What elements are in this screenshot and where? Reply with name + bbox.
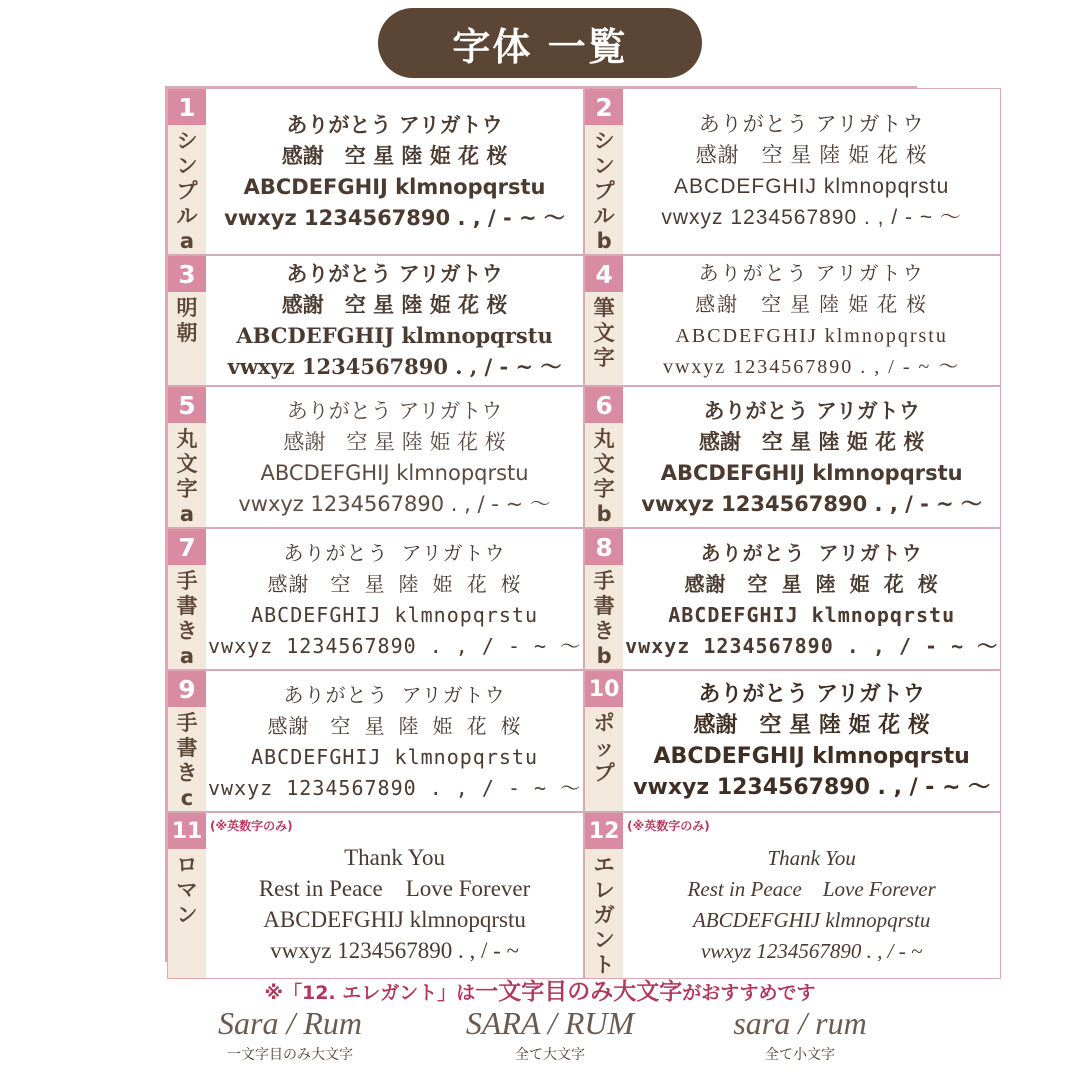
example-script: sara / rum bbox=[733, 1005, 867, 1041]
sample-line-kana: ありがとう アリガトウ bbox=[283, 682, 506, 707]
font-number: 6 bbox=[585, 387, 623, 423]
example-script: Sara / Rum bbox=[218, 1005, 362, 1041]
sample-line-thanks: Thank You bbox=[344, 845, 446, 870]
font-cell-12[interactable] bbox=[584, 812, 1001, 979]
font-number: 3 bbox=[168, 256, 206, 292]
font-side-label bbox=[168, 529, 206, 669]
sample-line-kana: ありがとう アリガトウ bbox=[698, 113, 925, 136]
sample-line-kana: ありがとう アリガトウ bbox=[703, 398, 920, 423]
font-number: 9 bbox=[168, 671, 206, 707]
sample-line-phrases: Rest in Peace Love Forever bbox=[258, 876, 531, 901]
sample-line-alpha: ABCDEFGHIJ klmnopqrstu bbox=[243, 175, 546, 199]
font-number: 4 bbox=[585, 256, 623, 292]
sample-line-kanji: 感謝 空 星 陸 姫 花 桜 bbox=[281, 144, 508, 168]
sample-line-kanji: 感謝 空 星 陸 姫 花 桜 bbox=[267, 713, 522, 738]
font-number: 7 bbox=[168, 529, 206, 565]
font-cell-9[interactable] bbox=[167, 670, 584, 812]
font-cell-2[interactable] bbox=[584, 88, 1001, 255]
font-number: 8 bbox=[585, 529, 623, 565]
font-cell-4[interactable] bbox=[584, 255, 1001, 386]
sample-line-kanji: 感謝 空 星 陸 姫 花 桜 bbox=[695, 294, 929, 316]
sample-line-thanks: Thank You bbox=[767, 846, 856, 870]
alphanumeric-only-note: (※英数字のみ) bbox=[627, 819, 710, 833]
font-side-label bbox=[585, 387, 623, 527]
font-number: 2 bbox=[585, 89, 623, 125]
font-name: 筆文字 bbox=[593, 296, 615, 370]
font-cell-7[interactable] bbox=[167, 528, 584, 670]
font-name: 丸文字b bbox=[593, 427, 615, 526]
font-name: エレガント bbox=[593, 853, 615, 977]
sample-line-kana: ありがとう アリガトウ bbox=[283, 540, 506, 565]
sample-line-digits: vwxyz 1234567890 . , / - ~ 〜 bbox=[625, 633, 999, 658]
sample-line-kanji: 感謝 空 星 陸 姫 花 桜 bbox=[684, 571, 939, 596]
font-sample bbox=[206, 813, 583, 978]
font-name: シンプルa bbox=[176, 129, 198, 253]
sample-line-digits: vwxyz 1234567890 . , / - ~ 〜 bbox=[208, 775, 582, 800]
font-name: 丸文字a bbox=[176, 427, 198, 526]
font-sample bbox=[623, 256, 1000, 385]
font-sample-grid bbox=[165, 86, 999, 977]
sample-line-alpha: ABCDEFGHIJ klmnopqrstu bbox=[236, 323, 553, 348]
font-sample bbox=[206, 529, 583, 669]
sample-line-alpha: ABCDEFGHIJ klmnopqrstu bbox=[653, 743, 970, 769]
example-caption: 全て大文字 bbox=[515, 1047, 585, 1063]
font-sample bbox=[206, 671, 583, 811]
font-side-label bbox=[585, 813, 623, 978]
font-side-label bbox=[168, 671, 206, 811]
sample-line-phrases: Rest in Peace Love Forever bbox=[687, 877, 936, 901]
sample-line-alpha: ABCDEFGHIJ klmnopqrstu bbox=[251, 602, 538, 627]
elegant-capitalization-note bbox=[0, 973, 1080, 1006]
font-cell-10[interactable] bbox=[584, 670, 1001, 812]
font-sample bbox=[623, 529, 1000, 669]
font-side-label bbox=[585, 671, 623, 811]
sample-line-alpha: ABCDEFGHIJ klmnopqrstu bbox=[675, 325, 948, 347]
sample-line-alpha: ABCDEFGHIJ klmnopqrstu bbox=[660, 460, 963, 485]
sample-line-digits: vwxyz 1234567890 . , / - ~ 〜 bbox=[662, 356, 961, 378]
font-sample bbox=[623, 671, 1000, 811]
example-all-caps bbox=[420, 1005, 680, 1064]
note-suffix: がおすすめです bbox=[682, 982, 816, 1004]
sample-line-kana: ありがとう アリガトウ bbox=[286, 113, 503, 137]
capitalization-examples bbox=[180, 1005, 900, 1075]
sample-line-alpha: ABCDEFGHIJ klmnopqrstu bbox=[674, 175, 950, 198]
font-side-label bbox=[168, 256, 206, 385]
font-name: 手書きb bbox=[593, 569, 615, 668]
font-name: ポップ bbox=[593, 711, 615, 785]
note-emphasis: 一文字目のみ大文字 bbox=[475, 979, 683, 1005]
sample-line-kanji: 感謝 空 星 陸 姫 花 桜 bbox=[267, 571, 522, 596]
font-cell-3[interactable] bbox=[167, 255, 584, 386]
sample-line-digits: vwxyz 1234567890 . , / - ~ 〜 bbox=[641, 491, 983, 516]
sample-line-kanji: 感謝 空 星 陸 姫 花 桜 bbox=[281, 292, 508, 317]
font-cell-5[interactable] bbox=[167, 386, 584, 528]
page-title: 字体 一覧 bbox=[452, 24, 628, 69]
font-number: 10 bbox=[585, 671, 623, 707]
font-sample bbox=[206, 89, 583, 254]
font-name: シンプルb bbox=[593, 129, 615, 253]
font-side-label bbox=[585, 256, 623, 385]
font-sample bbox=[623, 813, 1000, 978]
sample-line-digits: vwxyz 1234567890 . , / - ~ bbox=[270, 938, 519, 963]
font-cell-6[interactable] bbox=[584, 386, 1001, 528]
sample-line-kana: ありがとう アリガトウ bbox=[698, 681, 925, 707]
font-side-label bbox=[585, 89, 623, 254]
sample-line-alpha: ABCDEFGHIJ klmnopqrstu bbox=[668, 602, 956, 627]
font-number: 12 bbox=[585, 813, 623, 849]
sample-line-digits: vwxyz 1234567890 . , / - ~ 〜 bbox=[208, 633, 582, 658]
note-prefix: ※「12. エレガント」は bbox=[264, 982, 476, 1004]
font-name: 明朝 bbox=[176, 296, 198, 345]
font-cell-11[interactable] bbox=[167, 812, 584, 979]
page-title-banner bbox=[378, 8, 702, 78]
sample-line-kana: ありがとう アリガトウ bbox=[286, 398, 503, 423]
font-sample bbox=[623, 387, 1000, 527]
alphanumeric-only-note: (※英数字のみ) bbox=[210, 819, 293, 833]
font-sample bbox=[206, 387, 583, 527]
sample-line-digits: vwxyz 1234567890 . , / - ~ 〜 bbox=[238, 491, 551, 516]
sample-line-kana: ありがとう アリガトウ bbox=[698, 263, 925, 285]
sample-line-alpha: ABCDEFGHIJ klmnopqrstu bbox=[692, 908, 931, 932]
font-number: 11 bbox=[168, 813, 206, 849]
font-side-label bbox=[585, 529, 623, 669]
font-name: 手書きa bbox=[176, 569, 198, 668]
sample-line-kanji: 感謝 空 星 陸 姫 花 桜 bbox=[283, 429, 506, 454]
font-side-label bbox=[168, 813, 206, 978]
sample-line-alpha: ABCDEFGHIJ klmnopqrstu bbox=[263, 907, 526, 932]
font-side-label bbox=[168, 387, 206, 527]
sample-line-kana: ありがとう アリガトウ bbox=[286, 261, 503, 286]
font-sample bbox=[623, 89, 1000, 254]
sample-line-alpha: ABCDEFGHIJ klmnopqrstu bbox=[260, 460, 529, 485]
font-name: 手書きc bbox=[176, 711, 198, 810]
sample-line-kanji: 感謝 空 星 陸 姫 花 桜 bbox=[695, 144, 928, 167]
sample-line-digits: vwxyz 1234567890 . , / - ~ 〜 bbox=[661, 206, 962, 229]
example-caption: 一文字目のみ大文字 bbox=[227, 1047, 353, 1063]
sample-line-kana: ありがとう アリガトウ bbox=[700, 540, 923, 565]
example-caption: 全て小文字 bbox=[765, 1047, 835, 1063]
sample-line-alpha: ABCDEFGHIJ klmnopqrstu bbox=[251, 744, 538, 769]
sample-line-digits: vwxyz 1234567890 . , / - ~ bbox=[700, 939, 923, 963]
sample-line-kanji: 感謝 空 星 陸 姫 花 桜 bbox=[693, 712, 930, 738]
example-all-lowercase bbox=[700, 1005, 900, 1064]
sample-line-digits: vwxyz 1234567890 . , / - ~ 〜 bbox=[227, 354, 562, 379]
sample-line-kanji: 感謝 空 星 陸 姫 花 桜 bbox=[698, 429, 925, 454]
example-script: SARA / RUM bbox=[465, 1005, 635, 1041]
font-cell-8[interactable] bbox=[584, 528, 1001, 670]
sample-line-digits: vwxyz 1234567890 . , / - ~ 〜 bbox=[633, 774, 991, 800]
font-number: 5 bbox=[168, 387, 206, 423]
sample-line-digits: vwxyz 1234567890 . , / - ~ 〜 bbox=[224, 206, 565, 230]
font-name: ロマン bbox=[176, 853, 198, 927]
example-first-capital bbox=[180, 1005, 400, 1064]
font-cell-1[interactable] bbox=[167, 88, 584, 255]
font-sample bbox=[206, 256, 583, 385]
font-side-label bbox=[168, 89, 206, 254]
font-number: 1 bbox=[168, 89, 206, 125]
